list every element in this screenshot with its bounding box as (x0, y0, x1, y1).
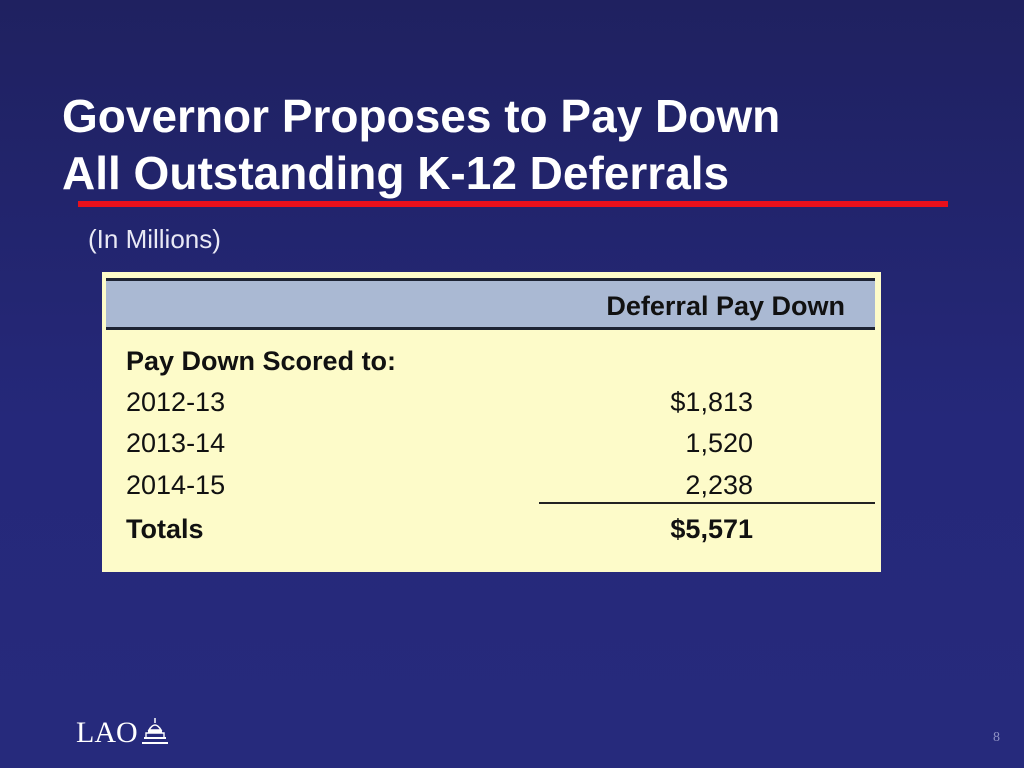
table-row (126, 423, 753, 463)
table-row (126, 465, 753, 505)
lao-logo (76, 713, 138, 753)
slide-title (62, 88, 962, 202)
column-header-deferral-pay-down: Deferral Pay Down (606, 291, 845, 321)
title-divider (78, 201, 948, 207)
total-value: $5,571 (670, 514, 753, 544)
section-label: Pay Down Scored to: (126, 346, 397, 376)
deferral-table (102, 272, 881, 572)
row-label: 2013-14 (126, 428, 226, 458)
total-label: Totals (126, 514, 204, 544)
capitol-dome-icon (142, 717, 168, 747)
row-value: 2,238 (685, 470, 753, 500)
row-label: 2014-15 (126, 470, 226, 500)
page-number: 8 (993, 730, 1000, 745)
logo-text: LAO (76, 716, 138, 749)
row-value: $1,813 (670, 387, 753, 417)
slide-title-line-2: All Outstanding K-12 Deferrals (62, 147, 730, 199)
table-row (126, 382, 753, 422)
slide-title-line-1: Governor Proposes to Pay Down (62, 90, 781, 142)
units-subtitle: (In Millions) (88, 224, 221, 254)
row-label: 2012-13 (126, 387, 226, 417)
total-row (126, 509, 753, 549)
row-value: 1,520 (685, 428, 753, 458)
table-header (106, 278, 875, 330)
section-label-row (126, 341, 753, 381)
total-separator-line (539, 502, 875, 504)
